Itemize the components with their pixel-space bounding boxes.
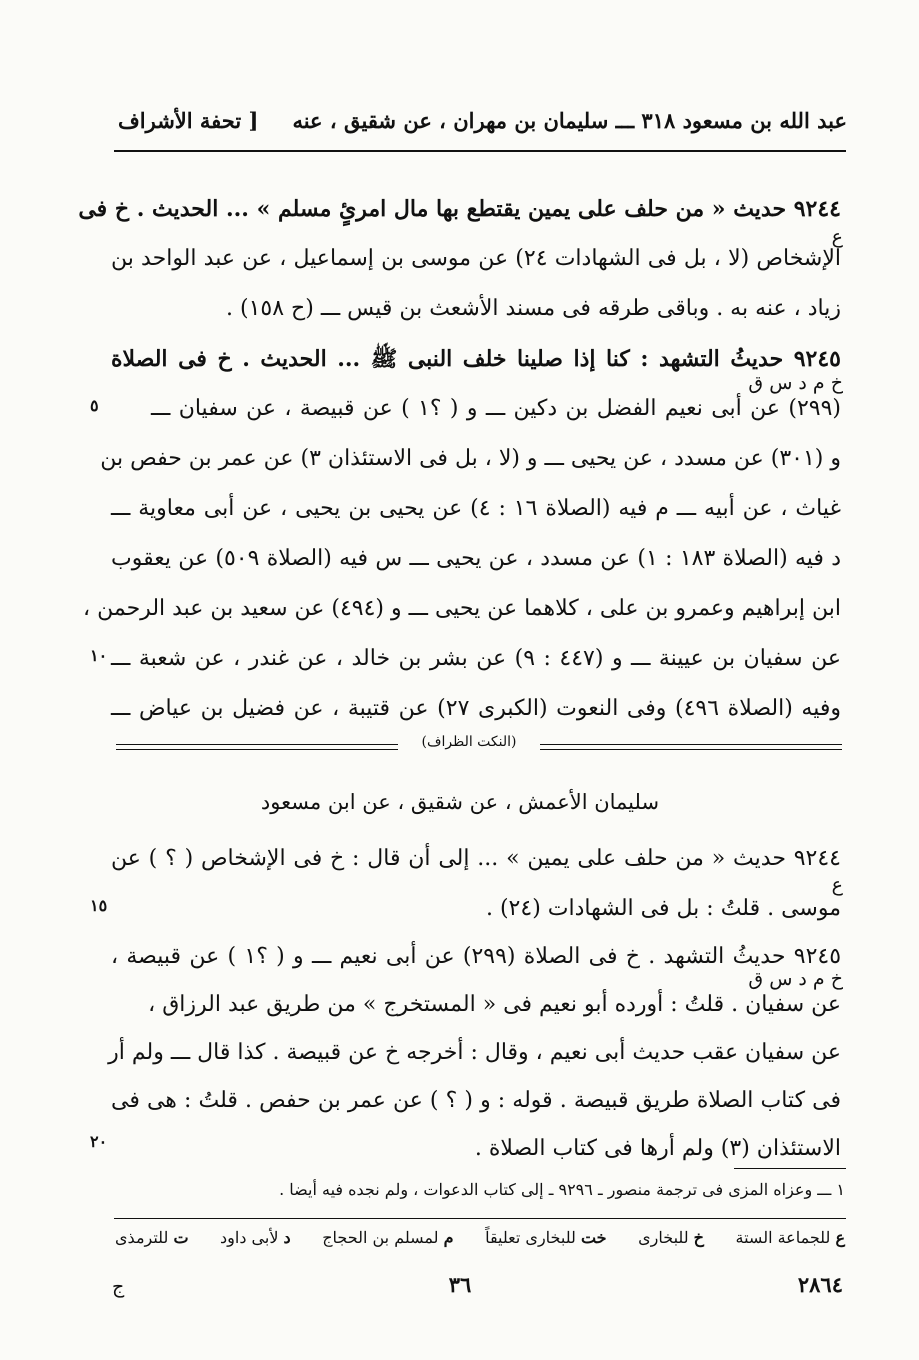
heading-bracket-close: ) bbox=[421, 734, 427, 750]
nukat-line-3: ٩٢٤٥ حديثُ التشهد . خ فى الصلاة (٢٩٩) عن أبى نعيم ـــ و ( ؟١ ) عن قبيصة ، bbox=[111, 944, 842, 969]
main-line-11: وفيه (الصلاة ٤٩٦) وفى النعوت (الكبرى ٢٧) عن قتيبة ، عن فضيل بن عياض ـــ bbox=[111, 696, 841, 721]
main-line-3: زياد ، عنه به . وباقى طرقه فى مسند الأشعث بن قيس ـــ (ح ١٥٨) . bbox=[226, 296, 841, 321]
nukat-margin-siglum-kh-m-d-s-q: خ م د س ق bbox=[748, 968, 843, 990]
legend-key: خ bbox=[693, 1228, 704, 1247]
legend-key: د bbox=[283, 1228, 291, 1247]
main-line-4: ٩٢٤٥ حديثُ التشهد : كنا إذا صلينا خلف النبى ﷺ ... الحديث . خ فى الصلاة bbox=[111, 346, 841, 372]
legend-label: للبخارى bbox=[638, 1228, 689, 1247]
legend-label: لمسلم بن الحجاج bbox=[322, 1228, 439, 1247]
running-header-right: عبد الله بن مسعود ٣١٨ ـــ سليمان بن مهران ، عن شقيق ، عنه bbox=[292, 108, 847, 133]
running-header-left: [ تحفة الأشراف bbox=[118, 108, 259, 133]
footnote: ١ ـــ وعزاه المزى فى ترجمة منصور ـ ٩٢٩٦ ـ إلى كتاب الدعوات ، ولم نجده فيه أيضا . bbox=[279, 1180, 845, 1199]
legend-item bbox=[485, 1228, 607, 1247]
signature-mark: ج bbox=[112, 1276, 125, 1298]
legend-label: للجماعة الستة bbox=[735, 1228, 831, 1247]
nukat-line-6: فى كتاب الصلاة طريق قبيصة . قوله : و ( ؟ ) عن عمر بن حفص . قلتُ : هى فى bbox=[111, 1088, 841, 1113]
divider-line-left-bottom bbox=[116, 749, 398, 750]
main-line-7: غياث ، عن أبيه ـــ م فيه (الصلاة ١٦ : ٤) عن يحيى بن يحيى ، عن أبى معاوية ـــ bbox=[111, 496, 841, 521]
margin-siglum-ayn: ع bbox=[831, 226, 843, 248]
legend-item bbox=[322, 1228, 453, 1247]
legend-key: م bbox=[443, 1228, 454, 1247]
margin-siglum-kh-m-d-s-q: خ م د س ق bbox=[748, 372, 843, 394]
divider-line-right-bottom bbox=[540, 749, 842, 750]
legend-key: ع bbox=[835, 1228, 845, 1247]
legend-item bbox=[638, 1228, 704, 1247]
nukat-heading-text: النكت الظراف bbox=[426, 734, 512, 750]
line-number-10: ١٠ bbox=[90, 646, 108, 665]
main-line-9: ابن إبراهيم وعمرو بن على ، كلاهما عن يحيى ـــ و (٤٩٤) عن سعيد بن عبد الرحمن ، bbox=[83, 596, 841, 621]
divider-line-left-top bbox=[116, 744, 398, 745]
main-line-5: (٢٩٩) عن أبى نعيم الفضل بن دكين ـــ و ( ؟١ ) عن قبيصة ، عن سفيان ـــ bbox=[151, 396, 841, 421]
main-line-1: ٩٢٤٤ حديث « من حلف على يمين يقتطع بها مال امرئٍ مسلم » ... الحديث . خ فى bbox=[78, 196, 841, 222]
legend-label: للترمذى bbox=[115, 1228, 169, 1247]
legend-item bbox=[115, 1228, 188, 1247]
nukat-line-1: ٩٢٤٤ حديث « من حلف على يمين » ... إلى أن قال : خ فى الإشخاص ( ؟ ) عن bbox=[111, 846, 841, 871]
nukat-subheading: سليمان الأعمش ، عن شقيق ، عن ابن مسعود bbox=[260, 790, 660, 814]
main-line-8: د فيه (الصلاة ١٨٣ : ١) عن مسدد ، عن يحيى ـــ س فيه (الصلاة ٥٠٩) عن يعقوب bbox=[111, 546, 841, 571]
legend-item bbox=[220, 1228, 291, 1247]
footnote-rule bbox=[734, 1168, 846, 1169]
legend-rule bbox=[114, 1218, 846, 1219]
nukat-line-4: عن سفيان . قلتُ : أورده أبو نعيم فى « المستخرج » من طريق عبد الرزاق ، bbox=[148, 992, 841, 1017]
nukat-line-7: الاستئذان (٣) ولم أرها فى كتاب الصلاة . bbox=[474, 1136, 841, 1161]
nukat-margin-siglum-ayn: ع bbox=[831, 874, 843, 896]
heading-bracket-open: ( bbox=[511, 734, 517, 750]
page-number: ٣٦ bbox=[448, 1272, 472, 1297]
main-line-2: الإشخاص (لا ، بل فى الشهادات ٢٤) عن موسى بن إسماعيل ، عن عبد الواحد بن bbox=[111, 246, 841, 271]
sigla-legend bbox=[115, 1228, 845, 1247]
line-number-15: ١٥ bbox=[90, 896, 108, 915]
main-line-6: و (٣٠١) عن مسدد ، عن يحيى ـــ و (لا ، بل فى الاستئذان ٣) عن عمر بن حفص بن bbox=[100, 446, 841, 471]
nukat-heading bbox=[398, 734, 540, 750]
header-rule bbox=[114, 150, 846, 152]
legend-label: للبخارى تعليقاً bbox=[485, 1228, 576, 1247]
legend-key: ت bbox=[173, 1228, 189, 1247]
line-number-5: ٥ bbox=[90, 396, 99, 415]
legend-item bbox=[736, 1228, 845, 1247]
main-line-10: عن سفيان بن عيينة ـــ و (٤٤٧ : ٩) عن بشر بن خالد ، عن غندر ، عن شعبة ـــ bbox=[111, 646, 841, 671]
nukat-line-2: موسى . قلتُ : بل فى الشهادات (٢٤) . bbox=[485, 896, 841, 921]
nukat-line-5: عن سفيان عقب حديث أبى نعيم ، وقال : أخرجه خ عن قبيصة . كذا قال ـــ ولم أر bbox=[108, 1040, 841, 1065]
hadith-count-number: ٢٨٦٤ bbox=[797, 1272, 843, 1297]
legend-key: خت bbox=[580, 1228, 607, 1247]
divider-line-right-top bbox=[540, 744, 842, 745]
legend-label: لأبى داود bbox=[220, 1228, 279, 1247]
line-number-20: ٢٠ bbox=[90, 1132, 108, 1151]
